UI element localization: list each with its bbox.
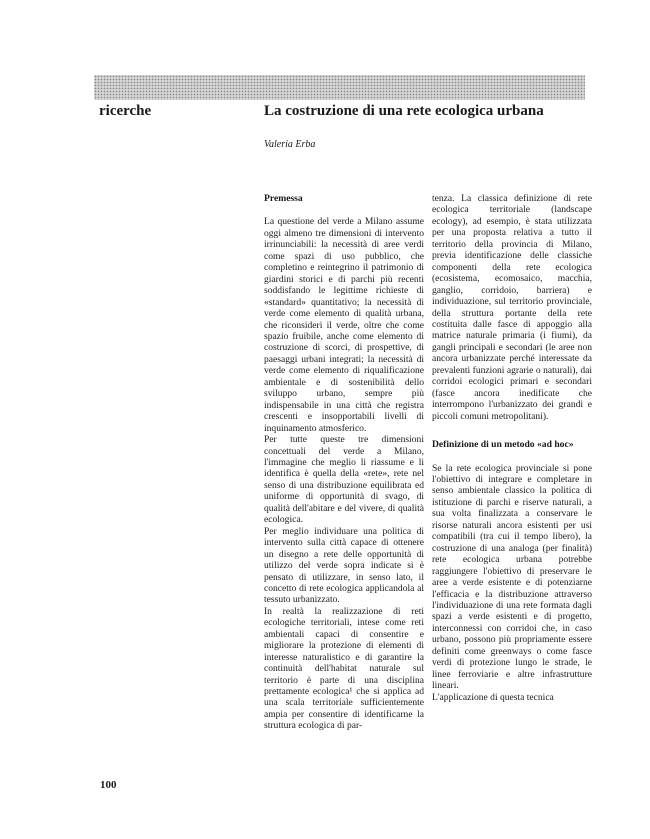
paragraph: In realtà la realizzazione di reti ecologiche territoriali, intese come reti ambientali capaci di consentire e migliorare la protezione di elementi di interesse naturalistico e di garantire la continuità dell'habitat naturale sul territorio è parte di una disciplina prettamente ecologica¹ che si applica ad una scala territoriale sufficientemente ampia per consentire di identificarne la struttura ecologica di par-	[264, 605, 424, 732]
page-number: 100	[100, 779, 117, 791]
paragraph: Se la rete ecologica provinciale si pone l'obiettivo di integrare e completare in senso ambientale classico la politica di istituzione di parchi e riserve naturali, a sua volta finalizzata a conservare le risorse naturali ancora esistenti per usi compatibili (tra cui il tempo libero), la costruzione di una analoga (per finalità) rete ecologica urbana potrebbe raggiungere l'obiettivo di preservare le aree a verde esistente e di potenziarne l'efficacia e la distribuzione attraverso l'individuazione di una rete formata dagli spazi a verde esistenti e di progetto, interconnessi con corridoi che, in caso urbano, possono più propriamente essere definiti come greenways o come fasce verdi di protezione lungo le strade, le linee ferroviarie e altre infrastrutture lineari.	[432, 462, 592, 692]
header-halftone-band	[94, 75, 585, 100]
paragraph: La questione del verde a Milano assume oggi almeno tre dimensioni di intervento irrinunciabili: la necessità di aree verdi come spazi di uso pubblico, che completino e reintegrino il patrimonio di giardini storici e di parchi più recenti soddisfando le legittime richieste di «standard» quantitativo; la necessità di verde come elemento di qualità urbana, che riconsideri il verde, oltre che come spazio fruibile, anche come elemento di costruzione di scorci, di prospettive, di paesaggi urbani integrati; la necessità di verde come elemento di riqualificazione ambientale e di sostenibilità dello sviluppo urbano, sempre più indispensabile in una città che registra crescenti e insopportabili livelli di inquinamento atmosferico.	[264, 216, 424, 434]
paragraph-continued: tenza. La classica definizione di rete ecologica territoriale (landscape ecology), ad esempio, è stata utilizzata per una proposta relativa a tutto il territorio della provincia di Milano, previa identificazione delle classiche componenti della rete ecologica (ecosistema, ecomosaico, macchia, ganglio, corridoio, barriera) e individuazione, sul territorio provinciale, della struttura portante della rete costituita dalle fasce di appoggio alla matrice naturale primaria (i fiumi), da gangli principali e secondari (le aree non ancora urbanizzate perché interessate da prevalenti funzioni agrarie o naturali), dai corridoi ecologici primari e secondari (fasce ancora inedificate che interrompono l'urbanizzato dei grandi e piccoli comuni metropolitani).	[432, 193, 592, 422]
section-heading-premessa: Premessa	[264, 193, 303, 204]
article-author: Valeria Erba	[264, 139, 316, 150]
paragraph: Per tutte queste tre dimensioni concettuali del verde a Milano, l'immagine che meglio li riassume e li identifica è quella della «rete», rete nel senso di una distribuzione equilibrata ed uniforme di opportunità di svago, di qualità dell'abitare e del vivere, di qualità ecologica.	[264, 434, 424, 526]
section-label: ricerche	[99, 103, 152, 119]
paragraph: Per meglio individuare una politica di intervento sulla città capace di ottenere un disegno a rete delle opportunità di utilizzo del verde sopra indicate si è pensato di utilizzare, in senso lato, il concetto di rete ecologica applicandola al tessuto urbanizzato.	[264, 525, 424, 606]
section-heading-metodo: Definizione di un metodo «ad hoc»	[432, 439, 574, 451]
text-column-left	[264, 193, 424, 732]
paragraph: L'applicazione di questa tecnica	[432, 691, 554, 703]
article-title: La costruzione di una rete ecologica urbana	[264, 103, 544, 119]
text-column-right	[432, 193, 592, 703]
